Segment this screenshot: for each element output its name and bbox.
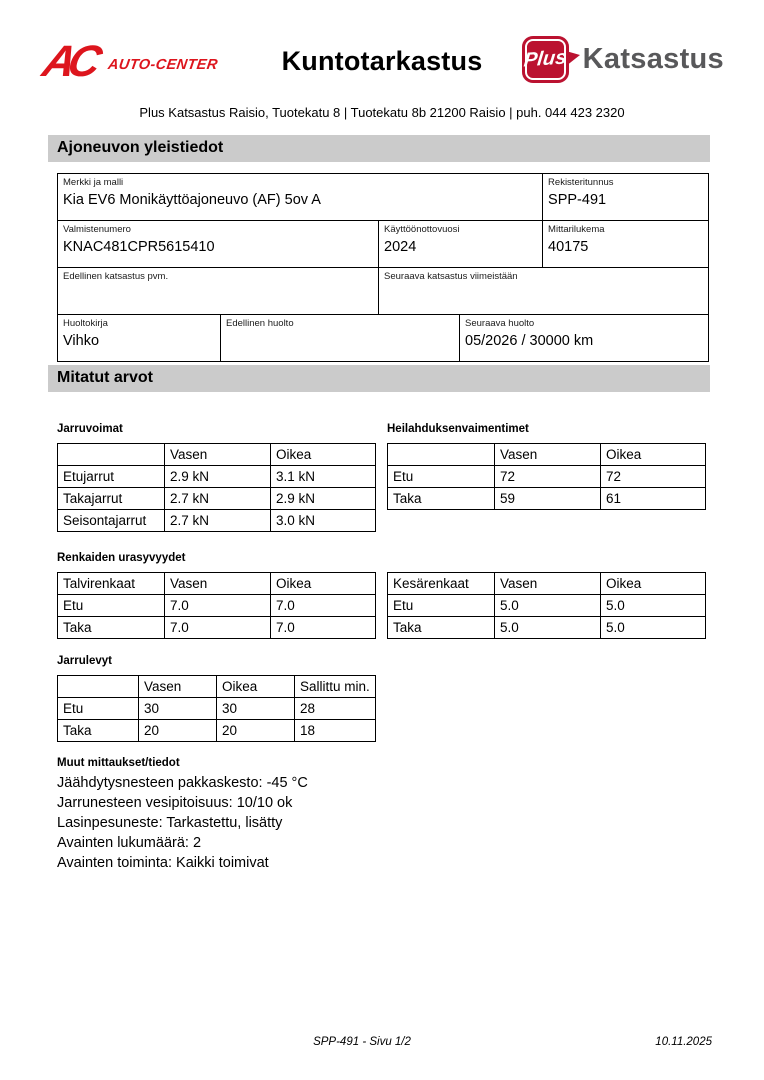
auto-center-wordmark: AUTO-CENTER — [106, 57, 219, 73]
table-row — [388, 617, 706, 639]
table-cell: 2.9 kN — [271, 488, 376, 510]
table-cell: Taka — [58, 720, 139, 742]
table-header-cell: Oikea — [601, 573, 706, 595]
table-cell: 5.0 — [601, 617, 706, 639]
shock-absorbers-title: Heilahduksenvaimentimet — [387, 423, 529, 435]
table-cell: 7.0 — [165, 617, 271, 639]
table-cell: Etujarrut — [58, 466, 165, 488]
brake-discs-table — [57, 675, 376, 742]
previous-inspection-cell — [58, 268, 379, 315]
brake-forces-title: Jarruvoimat — [57, 423, 123, 435]
summer-tyres-table — [387, 572, 706, 639]
table-header-cell: Oikea — [601, 444, 706, 466]
next-inspection-cell — [379, 268, 709, 315]
table-row — [388, 444, 706, 466]
table-cell: 20 — [139, 720, 217, 742]
other-measurements — [57, 757, 764, 873]
note-brake-fluid: Jarrunesteen vesipitoisuus: 10/10 ok — [57, 795, 293, 811]
table-row — [58, 221, 709, 268]
table-row — [58, 595, 376, 617]
table-cell: Taka — [388, 488, 495, 510]
tyre-tread-row — [57, 572, 764, 639]
brake-forces-column — [57, 423, 375, 532]
cell-label: Huoltokirja — [63, 318, 108, 329]
other-measurements-title: Muut mittaukset/tiedot — [57, 757, 180, 769]
table-cell: 5.0 — [601, 595, 706, 617]
table-cell: 30 — [139, 698, 217, 720]
table-cell: 7.0 — [165, 595, 271, 617]
first-registration-year-value: 2024 — [384, 239, 417, 255]
table-cell: 7.0 — [271, 617, 376, 639]
cell-label: Seuraava huolto — [465, 318, 535, 329]
table-row — [58, 676, 376, 698]
table-row — [58, 444, 376, 466]
table-header-cell: Oikea — [271, 444, 376, 466]
footer-page-indicator: SPP-491 - Sivu 1/2 — [313, 1036, 411, 1048]
table-cell: 59 — [495, 488, 601, 510]
table-cell: Taka — [58, 617, 165, 639]
speech-bubble-tail-icon — [566, 51, 580, 66]
table-cell: 72 — [601, 466, 706, 488]
table-header-cell: Sallittu min. — [295, 676, 376, 698]
cell-label: Käyttöönottovuosi — [384, 224, 460, 235]
table-cell: 72 — [495, 466, 601, 488]
brake-forces-row — [57, 423, 764, 532]
cell-label: Valmistenumero — [63, 224, 131, 235]
table-cell: 18 — [295, 720, 376, 742]
table-cell: 3.1 kN — [271, 466, 376, 488]
station-address: Plus Katsastus Raisio, Tuotekatu 8 | Tuotekatu 8b 21200 Raisio | puh. 044 423 2320 — [139, 105, 625, 120]
page-title: Kuntotarkastus — [281, 46, 483, 76]
table-cell: 2.9 kN — [165, 466, 271, 488]
note-key-function: Avainten toiminta: Kaikki toimivat — [57, 855, 269, 871]
page-footer — [0, 1036, 764, 1050]
table-header-cell — [388, 444, 495, 466]
table-row — [388, 595, 706, 617]
measured-values-area — [57, 423, 764, 742]
service-book-cell — [58, 315, 221, 362]
tyre-tread-title: Renkaiden urasyvyydet — [57, 552, 186, 564]
odometer-cell — [543, 221, 709, 268]
table-cell: Taka — [388, 617, 495, 639]
vin-value: KNAC481CPR5615410 — [63, 239, 215, 255]
table-cell: Etu — [58, 595, 165, 617]
table-row — [58, 617, 376, 639]
table-header-cell: Vasen — [495, 444, 601, 466]
brake-discs-title: Jarrulevyt — [57, 655, 112, 667]
table-cell: 30 — [217, 698, 295, 720]
table-cell: 7.0 — [271, 595, 376, 617]
auto-center-logo-icon: AC — [38, 37, 100, 86]
winter-tyres-column — [57, 572, 375, 639]
registration-cell — [543, 174, 709, 221]
table-row — [58, 720, 376, 742]
table-cell: 5.0 — [495, 617, 601, 639]
next-service-cell — [460, 315, 709, 362]
report-header — [0, 34, 764, 96]
cell-label: Merkki ja malli — [63, 177, 124, 188]
table-header-cell: Talvirenkaat — [58, 573, 165, 595]
table-header-cell: Vasen — [139, 676, 217, 698]
footer-date: 10.11.2025 — [655, 1036, 712, 1048]
previous-service-cell — [221, 315, 460, 362]
table-cell: 61 — [601, 488, 706, 510]
table-cell: Etu — [388, 595, 495, 617]
table-header-cell: Vasen — [165, 444, 271, 466]
shock-absorbers-table — [387, 443, 706, 510]
table-cell: Takajarrut — [58, 488, 165, 510]
table-row — [58, 174, 709, 221]
table-row — [58, 510, 376, 532]
odometer-value: 40175 — [548, 239, 589, 255]
table-header-cell: Vasen — [165, 573, 271, 595]
section-header-measured-values: Mitatut arvot — [48, 365, 710, 392]
plus-logo-text: Plus — [522, 46, 568, 72]
plus-katsastus-logo — [522, 36, 724, 83]
table-cell: Seisontajarrut — [58, 510, 165, 532]
table-header-cell: Oikea — [217, 676, 295, 698]
next-service-value: 05/2026 / 30000 km — [465, 333, 594, 349]
shock-absorbers-column — [387, 423, 705, 532]
make-model-value: Kia EV6 Monikäyttöajoneuvo (AF) 5ov A — [63, 192, 321, 208]
vehicle-info-table — [57, 173, 709, 362]
table-cell: Etu — [58, 698, 139, 720]
table-cell: 20 — [217, 720, 295, 742]
registration-value: SPP-491 — [548, 192, 607, 208]
table-header-cell: Vasen — [495, 573, 601, 595]
cell-label: Rekisteritunnus — [548, 177, 614, 188]
table-cell: Etu — [388, 466, 495, 488]
cell-label: Mittarilukema — [548, 224, 605, 235]
table-cell: 3.0 kN — [271, 510, 376, 532]
table-header-cell — [58, 676, 139, 698]
summer-tyres-column — [387, 572, 705, 639]
section-header-general-info: Ajoneuvon yleistiedot — [48, 135, 710, 162]
cell-label: Edellinen katsastus pvm. — [63, 271, 169, 282]
table-header-cell: Kesärenkaat — [388, 573, 495, 595]
table-row — [58, 573, 376, 595]
table-row — [388, 488, 706, 510]
table-row — [58, 488, 376, 510]
brake-forces-table — [57, 443, 376, 532]
table-cell: 2.7 kN — [165, 510, 271, 532]
table-cell: 2.7 kN — [165, 488, 271, 510]
make-model-cell — [58, 174, 543, 221]
table-row — [388, 466, 706, 488]
table-row — [58, 315, 709, 362]
service-book-value: Vihko — [63, 333, 100, 349]
table-cell: 5.0 — [495, 595, 601, 617]
katsastus-wordmark: Katsastus — [582, 43, 724, 75]
note-coolant: Jäähdytysnesteen pakkaskesto: -45 °C — [57, 775, 308, 791]
table-cell: 28 — [295, 698, 376, 720]
table-row — [58, 268, 709, 315]
table-header-cell — [58, 444, 165, 466]
table-row — [58, 466, 376, 488]
table-header-cell: Oikea — [271, 573, 376, 595]
winter-tyres-table — [57, 572, 376, 639]
auto-center-logo — [38, 37, 219, 86]
first-registration-year-cell — [379, 221, 543, 268]
plus-katsastus-logo-icon — [522, 36, 569, 83]
note-washer-fluid: Lasinpesuneste: Tarkastettu, lisätty — [57, 815, 283, 831]
table-row — [388, 573, 706, 595]
cell-label: Edellinen huolto — [226, 318, 294, 329]
note-key-count: Avainten lukumäärä: 2 — [57, 835, 202, 851]
table-row — [58, 698, 376, 720]
cell-label: Seuraava katsastus viimeistään — [384, 271, 518, 282]
vin-cell — [58, 221, 379, 268]
